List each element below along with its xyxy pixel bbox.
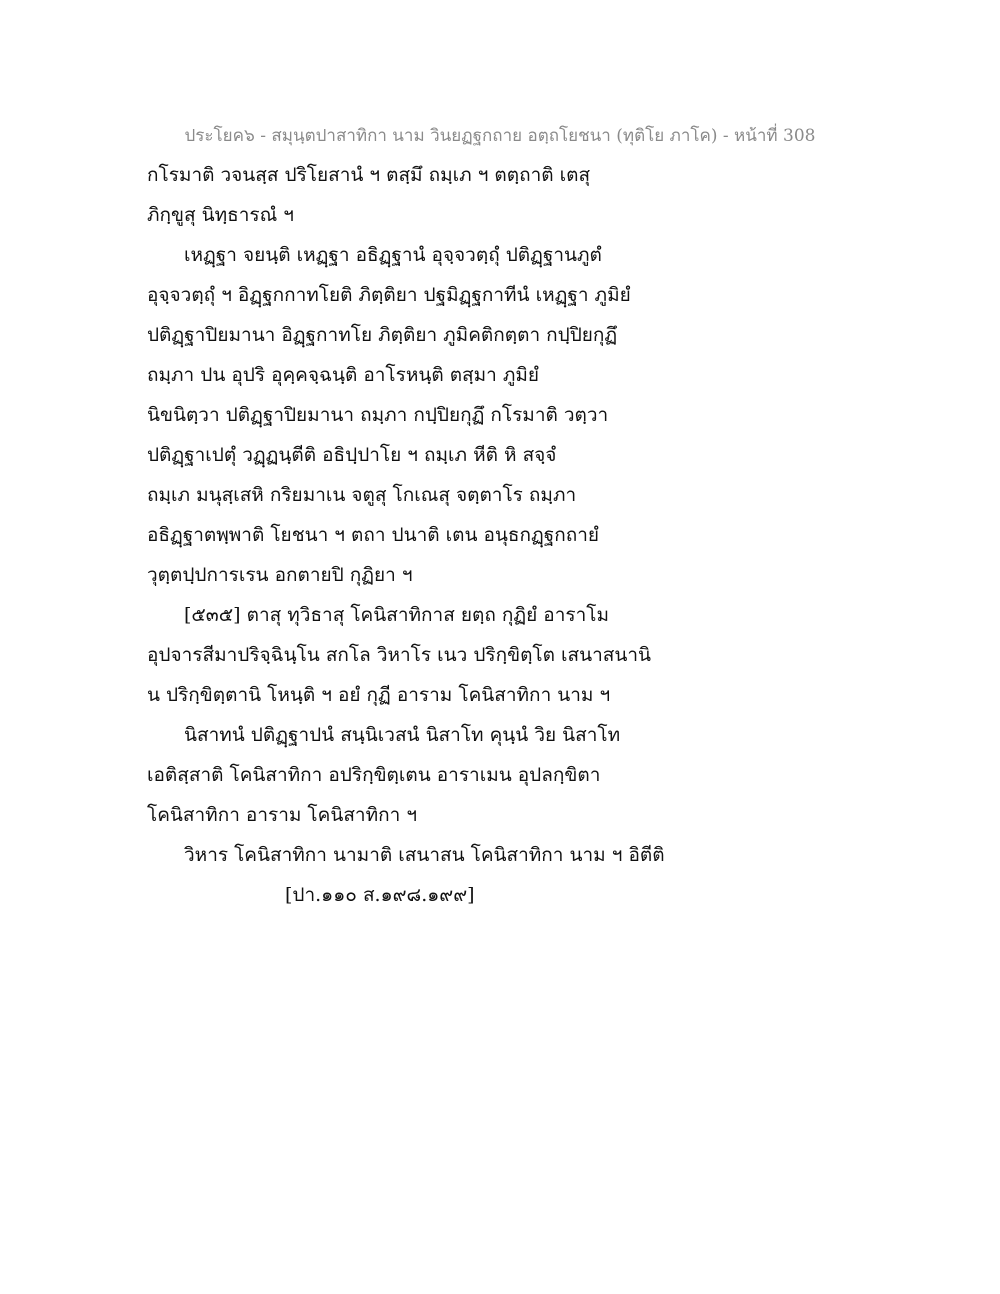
text-line: ภิกฺขูสุ นิทฺธารณํ ฯ — [147, 204, 294, 226]
paragraph-start-line: นิสาทนํ ปติฏฺฐาปนํ สนฺนิเวสนํ นิสาโท คุนฺนํ วิย นิสาโท — [184, 724, 621, 746]
page-header: ประโยค๖ - สมุนฺตปาสาทิกา นาม วินยฏฐกถาย อตฺถโยชนา (ทุติโย ภาโค) - หน้าที่ 308 — [184, 126, 816, 146]
text-line: โคนิสาทิกา อาราม โคนิสาทิกา ฯ — [147, 804, 417, 826]
text-line: อุปจารสีมาปริจฺฉินฺโน สกโล วิหาโร เนว ปริกฺขิตฺโต เสนาสนานิ — [147, 644, 651, 666]
text-line: ปติฏฺฐาเปตุํ วฏฺฏนฺตีติ อธิปฺปาโย ฯ ถมฺเภ หีติ หิ สจฺจํ — [147, 444, 557, 466]
text-line: น ปริกฺขิตฺตานิ โหนฺติ ฯ อยํ กุฏี อาราม โคนิสาทิกา นาม ฯ — [147, 684, 611, 706]
text-line: ปติฏฺฐาปิยมานา อิฏฺฐกาทโย ภิตฺติยา ภูมิคติกตฺตา กปฺปิยกุฏึ — [147, 324, 618, 346]
text-line: อุจฺจวตฺถุํ ฯ อิฏฺฐกกาทโยติ ภิตฺติยา ปฐมิฏฺฐกาทีนํ เหฏฺฐา ภูมิยํ — [147, 284, 631, 306]
paragraph-start-line: วิหาร โคนิสาทิกา นามาติ เสนาสน โคนิสาทิกา นาม ฯ อิตีติ — [184, 844, 665, 866]
paragraph-start-line: เหฏฺฐา จยนฺติ เหฏฺฐา อธิฏฺฐานํ อุจฺจวตฺถุํ ปติฏฺฐานภูตํ — [184, 244, 602, 266]
text-line: นิขนิตฺวา ปติฏฺฐาปิยมานา ถมฺภา กปฺปิยกุฏึ กโรมาติ วตฺวา — [147, 404, 609, 426]
text-line: ถมฺภา ปน อุปริ อุคฺคจฺฉนฺติ อาโรหนฺติ ตสฺมา ภูมิยํ — [147, 364, 540, 386]
reference-line: [ปา.๑๑๐ ส.๑๙๘.๑๙๙] — [285, 884, 475, 906]
text-line: ถมฺเภ มนุสฺเสหิ กริยมาเน จตูสุ โกเณสุ จตฺตาโร ถมฺภา — [147, 484, 577, 506]
text-line: อธิฏฺฐาตพฺพาติ โยชนา ฯ ตถา ปนาติ เตน อนุธกฏฺฐกถายํ — [147, 524, 600, 546]
body-text — [147, 160, 847, 920]
text-line: วุตฺตปฺปการเรน อกตายปิ กุฏิยา ฯ — [147, 564, 413, 586]
text-line: เอติสฺสาติ โคนิสาทิกา อปริกฺขิตฺเตน อาราเมน อุปลกฺขิตา — [147, 764, 601, 786]
text-line: กโรมาติ วจนสฺส ปริโยสานํ ฯ ตสฺมึ ถมฺเภ ฯ ตตฺถาติ เตสุ — [147, 164, 591, 186]
paragraph-start-line: [๕๓๕] ตาสุ ทุวิธาสุ โคนิสาทิกาส ยตฺถ กุฏิยํ อาราโม — [184, 604, 609, 626]
